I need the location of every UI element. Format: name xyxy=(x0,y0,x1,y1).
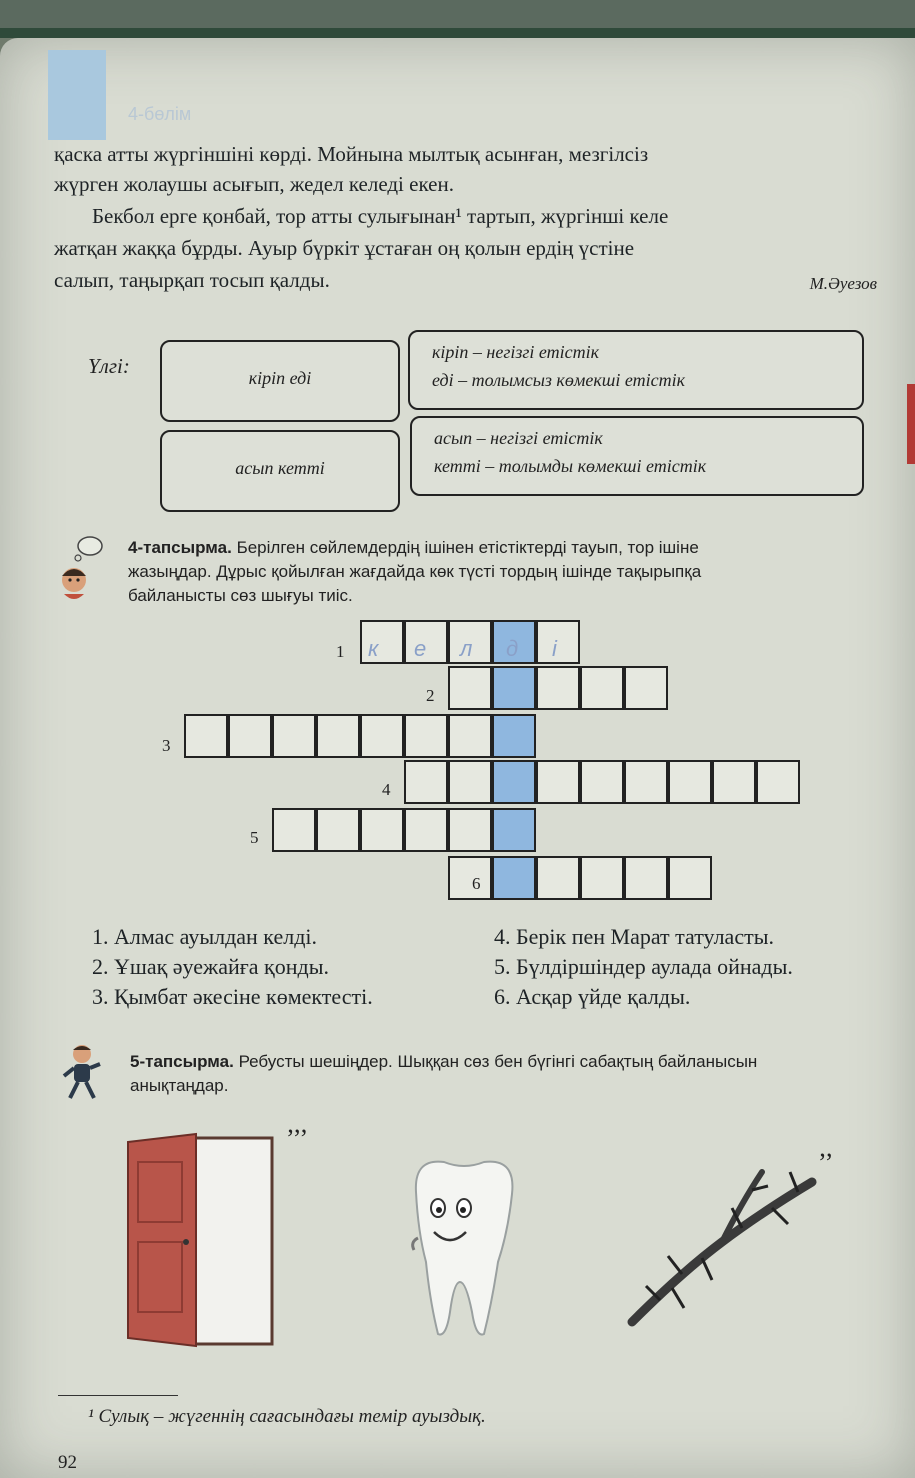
apostrophe-mark: ’’ xyxy=(818,1148,834,1177)
task4-line-1-text: Берілген сөйлемдердің ішінен етістіктерді тауып, тор ішіне xyxy=(236,538,699,557)
crossword-cell xyxy=(668,856,712,900)
crossword-cell xyxy=(404,808,448,852)
crossword-cell xyxy=(316,714,360,758)
crossword-key-cell xyxy=(492,666,536,710)
passage-line: Бекбол ерге қонбай, тор атты сулығынан¹ тартып, жүргінші келе xyxy=(92,204,669,228)
sentence-item: 1. Алмас ауылдан келді. xyxy=(92,924,317,949)
task5-title: 5-тапсырма. xyxy=(130,1052,234,1071)
sentence-item: 4. Берік пен Марат татуласты. xyxy=(494,924,774,949)
task5-line-1-text: Ребусты шешіңдер. Шыққан сөз бен бүгінгі сабақтың байланысын xyxy=(238,1052,758,1071)
explanation-line: кетті – толымды көмекші етістік xyxy=(434,456,707,476)
handwritten-letter: е xyxy=(414,636,427,661)
page-number: 92 xyxy=(58,1452,77,1473)
crossword-cell xyxy=(756,760,800,804)
task4-line-3: байланысты сөз шығуы тиіс. xyxy=(128,586,353,605)
crossword-cell xyxy=(448,760,492,804)
crossword-cell xyxy=(272,714,316,758)
textbook-page xyxy=(0,38,915,1478)
crossword-key-cell xyxy=(492,714,536,758)
crossword-cell xyxy=(360,808,404,852)
clue-number: 2 xyxy=(426,686,435,705)
sentence-item: 5. Бүлдіршіндер аулада ойнады. xyxy=(494,954,793,979)
sentence-item: 6. Асқар үйде қалды. xyxy=(494,984,691,1009)
sample-label: Үлгі: xyxy=(88,354,130,378)
section-title: 4-бөлім xyxy=(128,104,192,124)
thorny-branch-picture xyxy=(612,1162,832,1332)
crossword-cell xyxy=(624,856,668,900)
crossword-cell xyxy=(536,760,580,804)
crossword-cell xyxy=(404,760,448,804)
handwritten-letter: д xyxy=(506,636,519,661)
crossword-cell xyxy=(360,714,404,758)
crossword-cell xyxy=(536,856,580,900)
task5-line-2: анықтаңдар. xyxy=(130,1076,229,1095)
clue-number: 5 xyxy=(250,828,259,847)
crossword-cell xyxy=(448,714,492,758)
crossword-cell xyxy=(580,856,624,900)
crossword-cell xyxy=(448,856,492,900)
clue-number: 3 xyxy=(162,736,171,755)
footnote-divider xyxy=(58,1395,178,1396)
task4-line-2: жазыңдар. Дұрыс қойылған жағдайда көк түсті тордың ішінде тақырыпқа xyxy=(128,562,702,581)
footnote: ¹ Сулық – жүгеннің сағасындағы темір ауыздық. xyxy=(88,1406,486,1427)
crossword-cell xyxy=(580,760,624,804)
crossword-cell xyxy=(712,760,756,804)
handwritten-letter: к xyxy=(368,636,379,661)
crossword-cell xyxy=(624,666,668,710)
passage-line: қаска атты жүргіншіні көрді. Мойнына мылтық асынған, мезгілсіз xyxy=(54,142,649,166)
sentence-item: 3. Қымбат әкесіне көмектесті. xyxy=(92,984,373,1009)
author-name: М.Әуезов xyxy=(809,274,877,293)
clue-number: 1 xyxy=(336,642,345,661)
explanation-line: еді – толымсыз көмекші етістік xyxy=(432,370,685,390)
sample-phrase: кіріп еді xyxy=(248,368,312,388)
sample-phrase: асып кетті xyxy=(235,458,325,478)
sentence-item: 2. Ұшақ әуежайға қонды. xyxy=(92,954,329,979)
crossword-cell xyxy=(404,714,448,758)
running-child-icon xyxy=(60,1042,104,1102)
explanation-line: кіріп – негізгі етістік xyxy=(432,342,600,362)
crossword-key-cell xyxy=(492,856,536,900)
crossword-cell xyxy=(272,808,316,852)
crossword-cell xyxy=(360,620,404,664)
crossword-cell xyxy=(668,760,712,804)
crossword-key-cell xyxy=(492,760,536,804)
door-picture xyxy=(124,1132,280,1348)
explanation-line: асып – негізгі етістік xyxy=(434,428,603,448)
crossword-cell xyxy=(536,620,580,664)
crossword-cell xyxy=(228,714,272,758)
crossword-cell xyxy=(448,666,492,710)
crossword-cell xyxy=(580,666,624,710)
tooth-picture xyxy=(404,1152,524,1344)
crossword-cell xyxy=(184,714,228,758)
passage-line: салып, таңырқап тосып қалды. xyxy=(54,268,330,292)
crossword-cell xyxy=(536,666,580,710)
passage-line: жатқан жаққа бұрды. Ауыр бүркіт ұстаған оң қолын ердің үстіне xyxy=(54,236,635,260)
task5-line-1 xyxy=(130,1052,757,1072)
apostrophe-mark: ’’’ xyxy=(286,1124,309,1153)
handwritten-letter: і xyxy=(552,636,557,661)
crossword-cell xyxy=(624,760,668,804)
book-edge xyxy=(0,28,915,38)
clue-number: 4 xyxy=(382,780,391,799)
handwritten-letter: л xyxy=(460,636,473,661)
passage-line: жүрген жолаушы асығып, жедел келеді екен. xyxy=(54,172,454,196)
crossword-key-cell xyxy=(492,808,536,852)
task4-title: 4-тапсырма. xyxy=(128,538,232,557)
clue-number: 6 xyxy=(472,874,481,893)
crossword-cell xyxy=(316,808,360,852)
crossword-cell xyxy=(448,808,492,852)
